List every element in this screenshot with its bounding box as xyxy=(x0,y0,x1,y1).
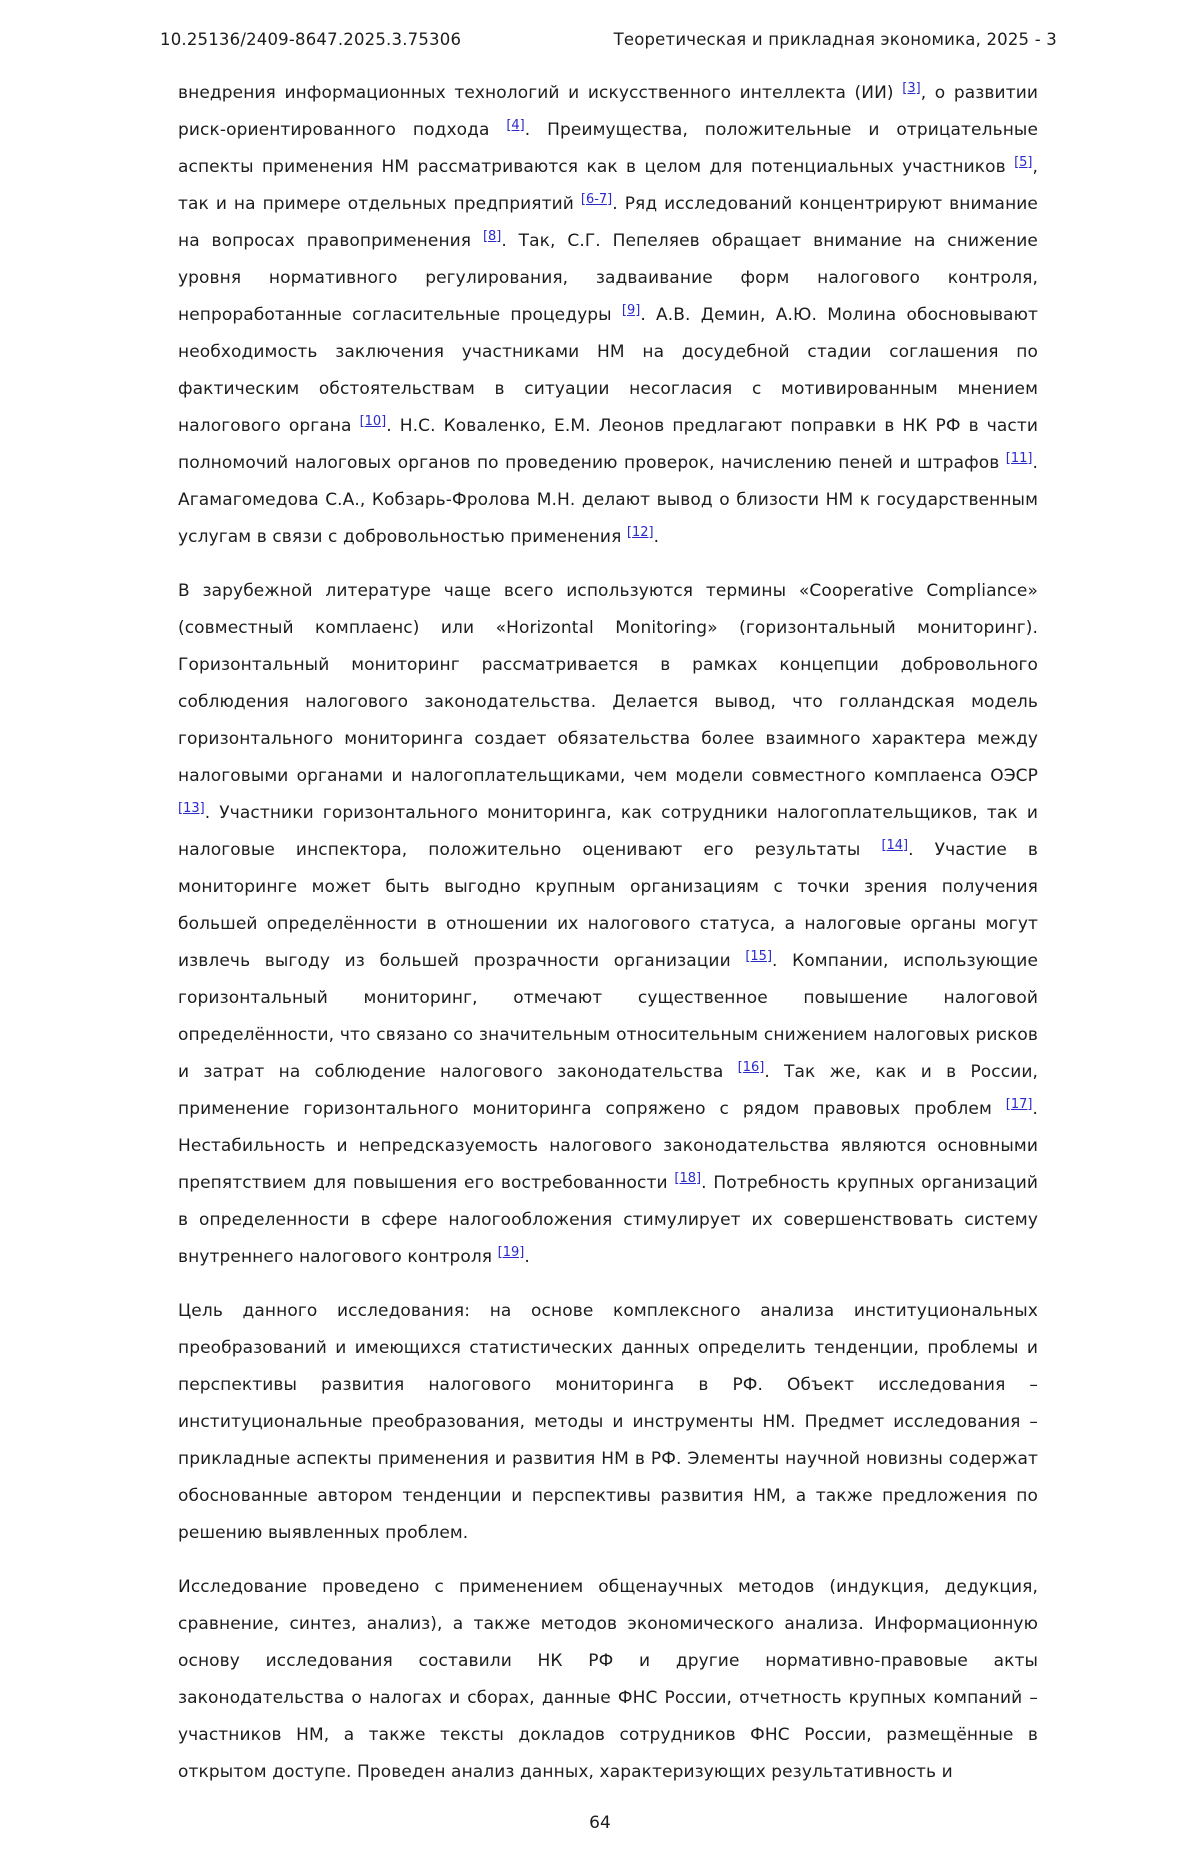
citation-link[interactable]: [15] xyxy=(745,949,773,964)
page-header xyxy=(0,30,1200,49)
citation-link[interactable]: [16] xyxy=(737,1060,765,1075)
paragraph: В зарубежной литературе чаще всего используются термины «Cooperative Compliance» (совместный комплаенс) или «Horizontal Monitoring» (горизонтальный мониторинг). Горизонтальный мониторинг рассматривается в рамках концепции добровольного соблюдения налогового законодательства. Делается вывод, что голландская модель горизонтального мониторинга создает обязательства более взаимного характера между налоговыми органами и налогоплательщиками, чем модели совместного комплаенса ОЭСР [13]. Участники горизонтального мониторинга, как сотрудники налогоплательщиков, так и налоговые инспектора, положительно оценивают его результаты [14]. Участие в мониторинге может быть выгодно крупным организациям с точки зрения получения большей определённости в отношении их налогового статуса, а налоговые органы могут извлечь выгоду из большей прозрачности организации [15]. Компании, использующие горизонтальный мониторинг, отмечают существенное повышение налоговой определённости, что связано со значительным относительным снижением налоговых рисков и затрат на соблюдение налогового законодательства [16]. Так же, как и в России, применение горизонтального мониторинга сопряжено с рядом правовых проблем [17]. Нестабильность и непредсказуемость налогового законодательства являются основными препятствием для повышения его востребованности [18]. Потребность крупных организаций в определенности в сфере налогообложения стимулирует их совершенствовать систему внутреннего налогового контроля [19]. xyxy=(178,581,1038,1267)
citation-link[interactable]: [11] xyxy=(1005,451,1033,466)
journal-title: Теоретическая и прикладная экономика, 2025 - 3 xyxy=(613,30,1057,49)
citation-link[interactable]: [3] xyxy=(902,81,921,96)
article-body xyxy=(178,75,1038,1791)
citation-link[interactable]: [13] xyxy=(178,801,205,816)
citation-link[interactable]: [6-7] xyxy=(580,192,613,207)
citation-link[interactable]: [12] xyxy=(626,525,654,540)
paragraph: внедрения информационных технологий и искусственного интеллекта (ИИ) [3], о развитии риск-ориентированного подхода [4]. Преимущества, положительные и отрицательные аспекты применения НМ рассматриваются как в целом для потенциальных участников [5], так и на примере отдельных предприятий [6-7]. Ряд исследований концентрируют внимание на вопросах правоприменения [8]. Так, С.Г. Пепеляев обращает внимание на снижение уровня нормативного регулирования, задваивание форм налогового контроля, непроработанные согласительные процедуры [9]. А.В. Демин, А.Ю. Молина обосновывают необходимость заключения участниками НМ на досудебной стадии соглашения по фактическим обстоятельствам в ситуации несогласия с мотивированным мнением налогового органа [10]. Н.С. Коваленко, Е.М. Леонов предлагают поправки в НК РФ в части полномочий налоговых органов по проведению проверок, начислению пеней и штрафов [11]. Агамагомедова С.А., Кобзарь-Фролова М.Н. делают вывод о близости НМ к государственным услугам в связи с добровольностью применения [12]. xyxy=(178,81,1038,547)
citation-link[interactable]: [9] xyxy=(621,303,641,318)
citation-link[interactable]: [5] xyxy=(1014,155,1033,170)
citation-link[interactable]: [19] xyxy=(497,1245,525,1260)
paragraph: Цель данного исследования: на основе комплексного анализа институциональных преобразований и имеющихся статистических данных определить тенденции, проблемы и перспективы развития налогового мониторинга в РФ. Объект исследования – институциональные преобразования, методы и инструменты НМ. Предмет исследования – прикладные аспекты применения и развития НМ в РФ. Элементы научной новизны содержат обоснованные автором тенденции и перспективы развития НМ, а также предложения по решению выявленных проблем. xyxy=(178,1301,1038,1543)
citation-link[interactable]: [10] xyxy=(359,414,387,429)
citation-link[interactable]: [17] xyxy=(1005,1097,1033,1112)
page-footer xyxy=(0,1791,1200,1833)
paragraph: Исследование проведено с применением общенаучных методов (индукция, дедукция, сравнение, синтез, анализ), а также методов экономического анализа. Информационную основу исследования составили НК РФ и другие нормативно-правовые акты законодательства о налогах и сборах, данные ФНС России, отчетность крупных компаний – участников НМ, а также тексты докладов сотрудников ФНС России, размещённые в открытом доступе. Проведен анализ данных, характеризующих результативность и xyxy=(178,1577,1038,1782)
page-number: 64 xyxy=(589,1813,611,1833)
citation-link[interactable]: [14] xyxy=(881,838,909,853)
citation-link[interactable]: [8] xyxy=(482,229,502,244)
citation-link[interactable]: [4] xyxy=(506,118,525,133)
citation-link[interactable]: [18] xyxy=(674,1171,702,1186)
doi-text: 10.25136/2409-8647.2025.3.75306 xyxy=(160,30,462,49)
